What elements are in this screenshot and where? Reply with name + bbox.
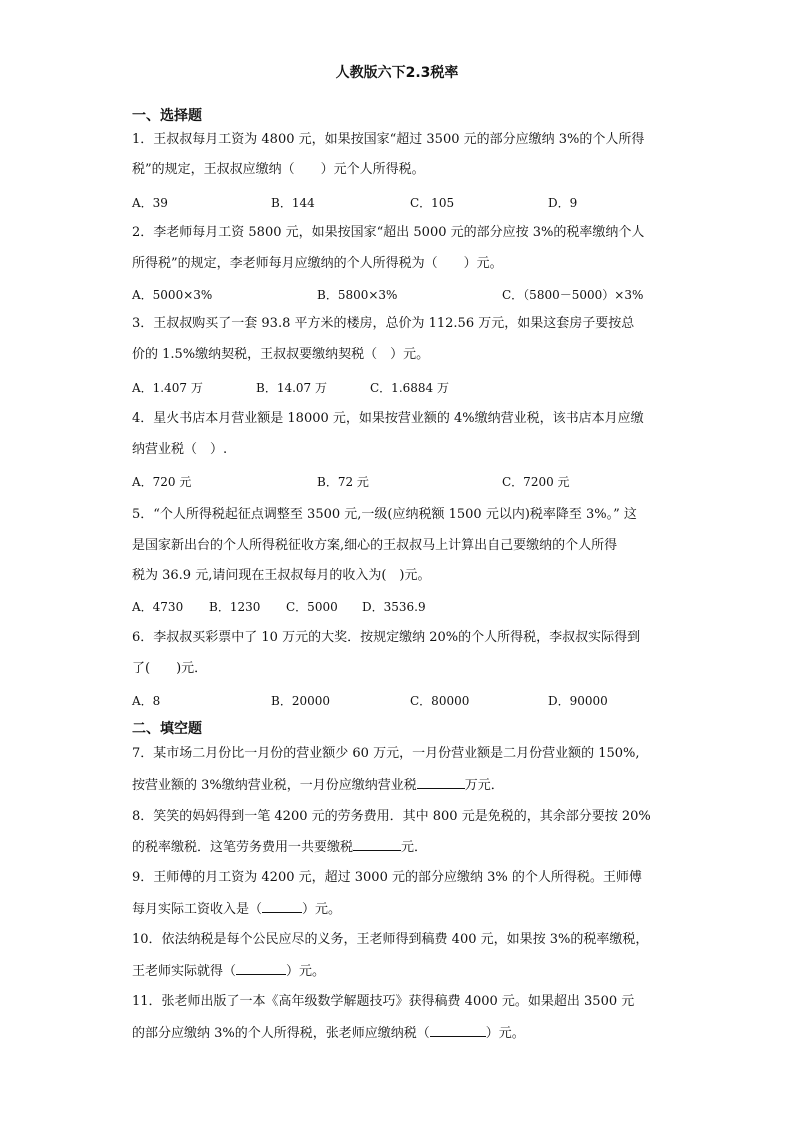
question-1-line-1: 1．王叔叔每月工资为 4800 元，如果按国家“超过 3500 元的部分应缴纳 3%的个人所得 <box>132 132 645 147</box>
question-4-option-c: C．7200 元 <box>502 475 570 489</box>
question-7-text-after-blank: 万元． <box>464 778 504 793</box>
question-3-line-2: 价的 1.5%缴纳契税，王叔叔要缴纳契税（ ）元。 <box>132 347 430 362</box>
question-1-option-d: D．9 <box>548 196 578 210</box>
question-6-option-b: B．20000 <box>271 694 330 708</box>
question-11-text-after-blank: ）元。 <box>485 1026 525 1041</box>
question-10-line-1: 10．依法纳税是每个公民应尽的义务，王老师得到稿费 400 元，如果按 3%的税率缴税， <box>132 932 649 947</box>
question-6-line-2: 了( )元． <box>132 661 208 676</box>
question-3-line-1: 3．王叔叔购买了一套 93.8 平方米的楼房，总价为 112.56 万元，如果这套房子要按总 <box>132 316 635 331</box>
question-8-text-after-blank: 元． <box>401 840 428 855</box>
question-2-option-b: B．5800×3% <box>317 288 398 302</box>
question-5-option-d: D．3536.9 <box>362 600 426 614</box>
question-3-option-a: A．1.407 万 <box>132 381 203 395</box>
question-10-line-2 <box>132 962 325 981</box>
question-5-line-2: 是国家新出台的个人所得税征收方案,细心的王叔叔马上计算出自己要缴纳的个人所得 <box>132 538 618 553</box>
question-11-line-2 <box>132 1024 525 1043</box>
question-2-line-2: 所得税”的规定，李老师每月应缴纳的个人所得税为（ ）元。 <box>132 256 503 271</box>
question-6-option-a: A．8 <box>132 694 161 708</box>
question-1-line-2: 税”的规定，王叔叔应缴纳（ ）元个人所得税。 <box>132 162 425 177</box>
question-9-text-after-blank: ）元。 <box>302 902 342 917</box>
question-11-line-1: 11．张老师出版了一本《高年级数学解题技巧》获得稿费 4000 元。如果超出 3500 元 <box>132 994 635 1009</box>
question-3-option-b: B．14.07 万 <box>256 381 327 395</box>
question-5-option-b: B．1230 <box>209 600 261 614</box>
answer-blank[interactable] <box>353 838 401 851</box>
question-2-line-1: 2．李老师每月工资 5800 元，如果按国家“超出 5000 元的部分应按 3%的税率缴纳个人 <box>132 225 645 240</box>
question-8-line-2 <box>132 838 427 857</box>
question-9-text-before-blank: 每月实际工资收入是（ <box>132 902 263 917</box>
question-10-text-before-blank: 王老师实际就得（ <box>132 964 237 979</box>
answer-blank[interactable] <box>430 1024 486 1037</box>
question-6-option-d: D．90000 <box>548 694 608 708</box>
answer-blank[interactable] <box>417 776 465 789</box>
question-11-text-before-blank: 的部分应缴纳 3%的个人所得税，张老师应缴纳税（ <box>132 1026 430 1041</box>
question-4-option-b: B．72 元 <box>317 475 369 489</box>
question-1-option-a: A．39 <box>132 196 168 210</box>
section-heading-fill: 二、填空题 <box>132 721 202 737</box>
question-3-option-c: C．1.6884 万 <box>370 381 449 395</box>
question-5-line-1: 5．“个人所得税起征点调整至 3500 元,一级(应纳税额 1500 元以内)税率降至 3%。” 这 <box>132 507 637 522</box>
question-7-line-1: 7．某市场二月份比一月份的营业额少 60 万元，一月份营业额是二月份营业额的 150%, <box>132 746 640 761</box>
question-7-text-before-blank: 按营业额的 3%缴纳营业税，一月份应缴纳营业税 <box>132 778 417 793</box>
answer-blank[interactable] <box>262 900 302 913</box>
question-8-line-1: 8．笑笑的妈妈得到一笔 4200 元的劳务费用．其中 800 元是免税的，其余部分要按 20% <box>132 809 651 824</box>
question-9-line-2 <box>132 900 341 919</box>
question-6-line-1: 6．李叔叔买彩票中了 10 万元的大奖．按规定缴纳 20%的个人所得税，李叔叔实际得到 <box>132 630 641 645</box>
question-5-option-c: C．5000 <box>286 600 338 614</box>
answer-blank[interactable] <box>236 962 286 975</box>
section-heading-choice: 一、选择题 <box>132 108 202 124</box>
question-5-option-a: A．4730 <box>132 600 184 614</box>
question-5-line-3: 税为 36.9 元,请问现在王叔叔每月的收入为( )元。 <box>132 568 431 583</box>
question-4-option-a: A．720 元 <box>132 475 192 489</box>
page-title: 人教版六下2.3税率 <box>335 65 459 81</box>
question-10-text-after-blank: ）元。 <box>286 964 326 979</box>
question-4-line-2: 纳营业税（ ）. <box>132 442 228 457</box>
question-9-line-1: 9．王师傅的月工资为 4200 元，超过 3000 元的部分应缴纳 3% 的个人所得税。王师傅 <box>132 870 642 885</box>
question-7-line-2 <box>132 776 504 795</box>
question-1-option-b: B．144 <box>271 196 315 210</box>
question-2-option-a: A．5000×3% <box>132 288 213 302</box>
question-4-line-1: 4．星火书店本月营业额是 18000 元，如果按营业额的 4%缴纳营业税，该书店本月应缴 <box>132 411 644 426</box>
question-6-option-c: C．80000 <box>410 694 470 708</box>
question-1-option-c: C．105 <box>410 196 455 210</box>
question-2-option-c: C．（5800－5000）×3% <box>502 288 644 302</box>
question-8-text-before-blank: 的税率缴税．这笔劳务费用一共要缴税 <box>132 840 354 855</box>
